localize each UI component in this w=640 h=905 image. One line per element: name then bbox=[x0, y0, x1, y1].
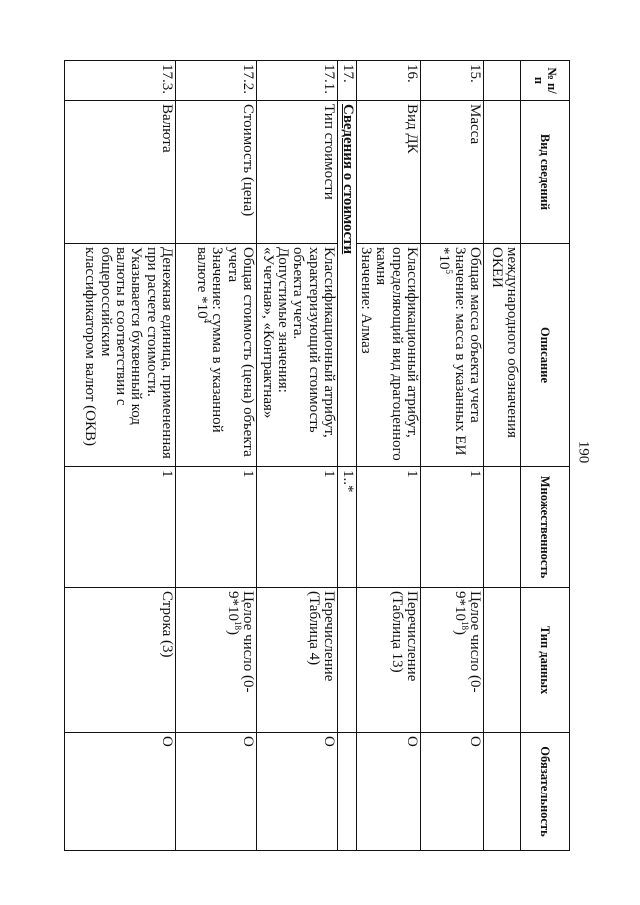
cell-num: 16. bbox=[356, 61, 420, 101]
type-text: Целое число (0-9*10 bbox=[451, 591, 483, 693]
header-multiplicity: Множественность bbox=[521, 467, 570, 588]
cell-multiplicity: 1 bbox=[175, 467, 256, 588]
cell-type bbox=[175, 588, 256, 733]
type-text: Целое число (0-9*10 bbox=[224, 591, 256, 693]
cell-num: 17.3. bbox=[64, 61, 175, 101]
cell-type bbox=[421, 588, 484, 733]
table-row bbox=[64, 61, 175, 851]
cell-multiplicity: 1..* bbox=[337, 467, 356, 588]
exponent: 5 bbox=[444, 269, 455, 274]
cell-required: O bbox=[356, 733, 420, 851]
page-number: 190 bbox=[575, 440, 592, 464]
description-line: ОКЕИ bbox=[488, 247, 505, 288]
cell-required: O bbox=[421, 733, 484, 851]
description-line: Классификационный атрибут, характеризующий стоимость объекта учета. bbox=[290, 247, 337, 438]
cell-multiplicity: 1 bbox=[356, 467, 420, 588]
cell-name: Вид ДК bbox=[356, 101, 420, 244]
attributes-table bbox=[64, 60, 570, 851]
description-line bbox=[436, 247, 467, 463]
cell-multiplicity: 1 bbox=[64, 467, 175, 588]
type-text-end: ) bbox=[224, 630, 241, 635]
cell-name: Валюта bbox=[64, 101, 175, 244]
cell-multiplicity: 1 bbox=[421, 467, 484, 588]
table-header-row bbox=[521, 61, 570, 851]
cell-type bbox=[337, 588, 356, 733]
cell-type: Строка (3) bbox=[64, 588, 175, 733]
description-text: Значение: масса в указанных ЕИ *10 bbox=[436, 247, 468, 456]
table-row bbox=[256, 61, 337, 851]
description-line: Допустимые значения: bbox=[274, 247, 291, 393]
header-type: Тип данных bbox=[521, 588, 570, 733]
description-line bbox=[194, 247, 225, 463]
cell-description bbox=[356, 244, 420, 467]
table-row bbox=[421, 61, 484, 851]
table-row bbox=[356, 61, 420, 851]
exponent: 4 bbox=[201, 318, 212, 324]
description-line: «Учетная», «Контрактная» bbox=[259, 247, 276, 419]
cell-name: Масса bbox=[421, 101, 484, 244]
cell-multiplicity bbox=[484, 467, 521, 588]
table-row bbox=[484, 61, 521, 851]
cell-name bbox=[484, 101, 521, 244]
cell-multiplicity: 1 bbox=[256, 467, 337, 588]
cell-description bbox=[175, 244, 256, 467]
cell-num: 17.2. bbox=[175, 61, 256, 101]
cell-required: O bbox=[256, 733, 337, 851]
cell-num: 17. bbox=[337, 61, 356, 101]
header-required: Обязательность bbox=[521, 733, 570, 851]
cell-num bbox=[484, 61, 521, 101]
header-description: Описание bbox=[521, 244, 570, 467]
section-heading: Сведения о стоимости bbox=[337, 101, 356, 467]
cell-num: 17.1. bbox=[256, 61, 337, 101]
cell-required: O bbox=[64, 733, 175, 851]
cell-name: Стоимость (цена) bbox=[175, 101, 256, 244]
cell-description bbox=[484, 244, 521, 467]
description-line: Общая масса объекта учета bbox=[467, 247, 483, 423]
cell-description: Денежная единица, примененная при расчете стоимости. Указывается буквенный код валюты в соответствии с общероссийским классификатором валют (ОКВ) bbox=[64, 244, 175, 467]
description-line: Классификационный атрибут, определяющий вид драгоценного камня bbox=[373, 247, 420, 461]
description-text: Значение: сумма в указанной валюте *10 bbox=[193, 247, 226, 433]
cell-type: Перечисление (Таблица 4) bbox=[256, 588, 337, 733]
type-text-end: ) bbox=[451, 630, 468, 635]
header-num: № п/п bbox=[521, 61, 570, 101]
exponent: 18 bbox=[232, 621, 243, 630]
header-name: Вид сведений bbox=[521, 101, 570, 244]
exponent: 18 bbox=[459, 621, 470, 630]
cell-required: O bbox=[175, 733, 256, 851]
cell-type bbox=[484, 588, 521, 733]
cell-type: Перечисление (Таблица 13) bbox=[356, 588, 420, 733]
cell-required bbox=[337, 733, 356, 851]
description-line: Значение: Алмаз bbox=[358, 247, 375, 354]
table-row-section bbox=[337, 61, 356, 851]
cell-required bbox=[484, 733, 521, 851]
cell-description bbox=[421, 244, 484, 467]
rotated-table-container bbox=[58, 60, 570, 850]
table-row bbox=[175, 61, 256, 851]
cell-description bbox=[256, 244, 337, 467]
cell-name: Тип стоимости bbox=[256, 101, 337, 244]
description-line: международного обозначения bbox=[504, 247, 520, 438]
description-line: Общая стоимость (цена) объекта учета bbox=[224, 247, 256, 457]
cell-num: 15. bbox=[421, 61, 484, 101]
